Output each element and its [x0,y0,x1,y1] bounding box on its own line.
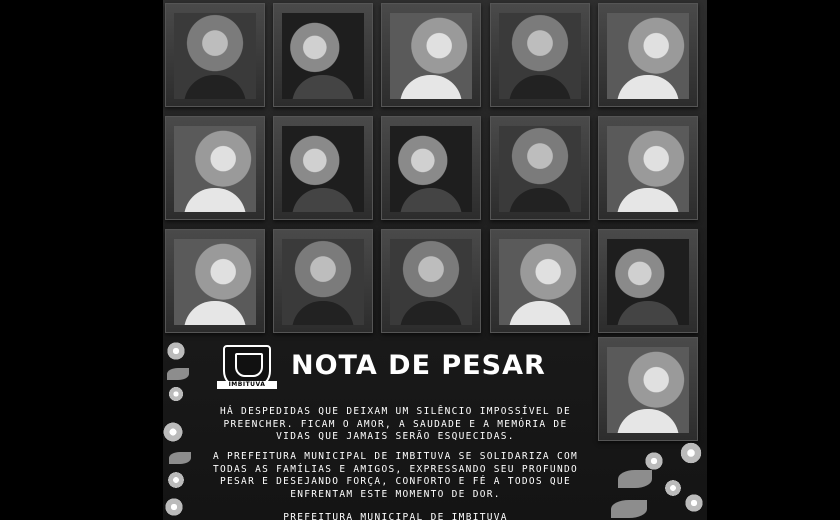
memorial-photo-tile [165,116,265,220]
memorial-photo-tile [381,229,481,333]
memorial-photo-tile [273,116,373,220]
portrait-photo [499,13,581,99]
memorial-photo-tile [165,3,265,107]
portrait-photo [174,13,256,99]
portrait-photo [174,239,256,325]
memorial-photo-tile [273,3,373,107]
memorial-photo-tile [273,229,373,333]
memorial-photo-tile [598,337,698,441]
portrait-photo [282,239,364,325]
memorial-photo-tile [598,229,698,333]
portrait-photo [607,239,689,325]
portrait-photo [282,126,364,212]
signature-line: PREFEITURA MUNICIPAL DE IMBITUVA [283,512,508,520]
memorial-photo-tile [381,116,481,220]
memorial-photo-tile [490,116,590,220]
portrait-photo [607,13,689,99]
memorial-photo-tile [381,3,481,107]
memorial-photo-tile [490,3,590,107]
portrait-photo [282,13,364,99]
memorial-photo-tile [165,229,265,333]
condolence-paragraph-2: A PREFEITURA MUNICIPAL DE IMBITUVA SE SOLIDARIZA COM TODAS AS FAMÍLIAS E AMIGOS, EXPRESSANDO SEU PROFUNDO PESAR E DESEJANDO FORÇA, CONFORTO E FÉ A TODOS QUE ENFRENTAM ESTE MOMENTO DE DOR. [212,451,578,500]
memorial-photo-tile [598,3,698,107]
memorial-poster [163,0,707,520]
memorial-photo-tile [490,229,590,333]
portrait-photo [390,13,472,99]
portrait-photo [607,126,689,212]
condolence-paragraph-1: HÁ DESPEDIDAS QUE DEIXAM UM SILÊNCIO IMPOSSÍVEL DE PREENCHER. FICAM O AMOR, A SAUDADE E A MEMÓRIA DE VIDAS QUE JAMAIS SERÃO ESQUECIDAS. [220,406,571,442]
portrait-photo [174,126,256,212]
portrait-photo [607,347,689,433]
crest-label: IMBITUVA [217,381,277,389]
page-title: NOTA DE PESAR [291,350,546,381]
portrait-photo [499,239,581,325]
portrait-photo [390,239,472,325]
memorial-photo-tile [598,116,698,220]
portrait-photo [390,126,472,212]
portrait-photo [499,126,581,212]
